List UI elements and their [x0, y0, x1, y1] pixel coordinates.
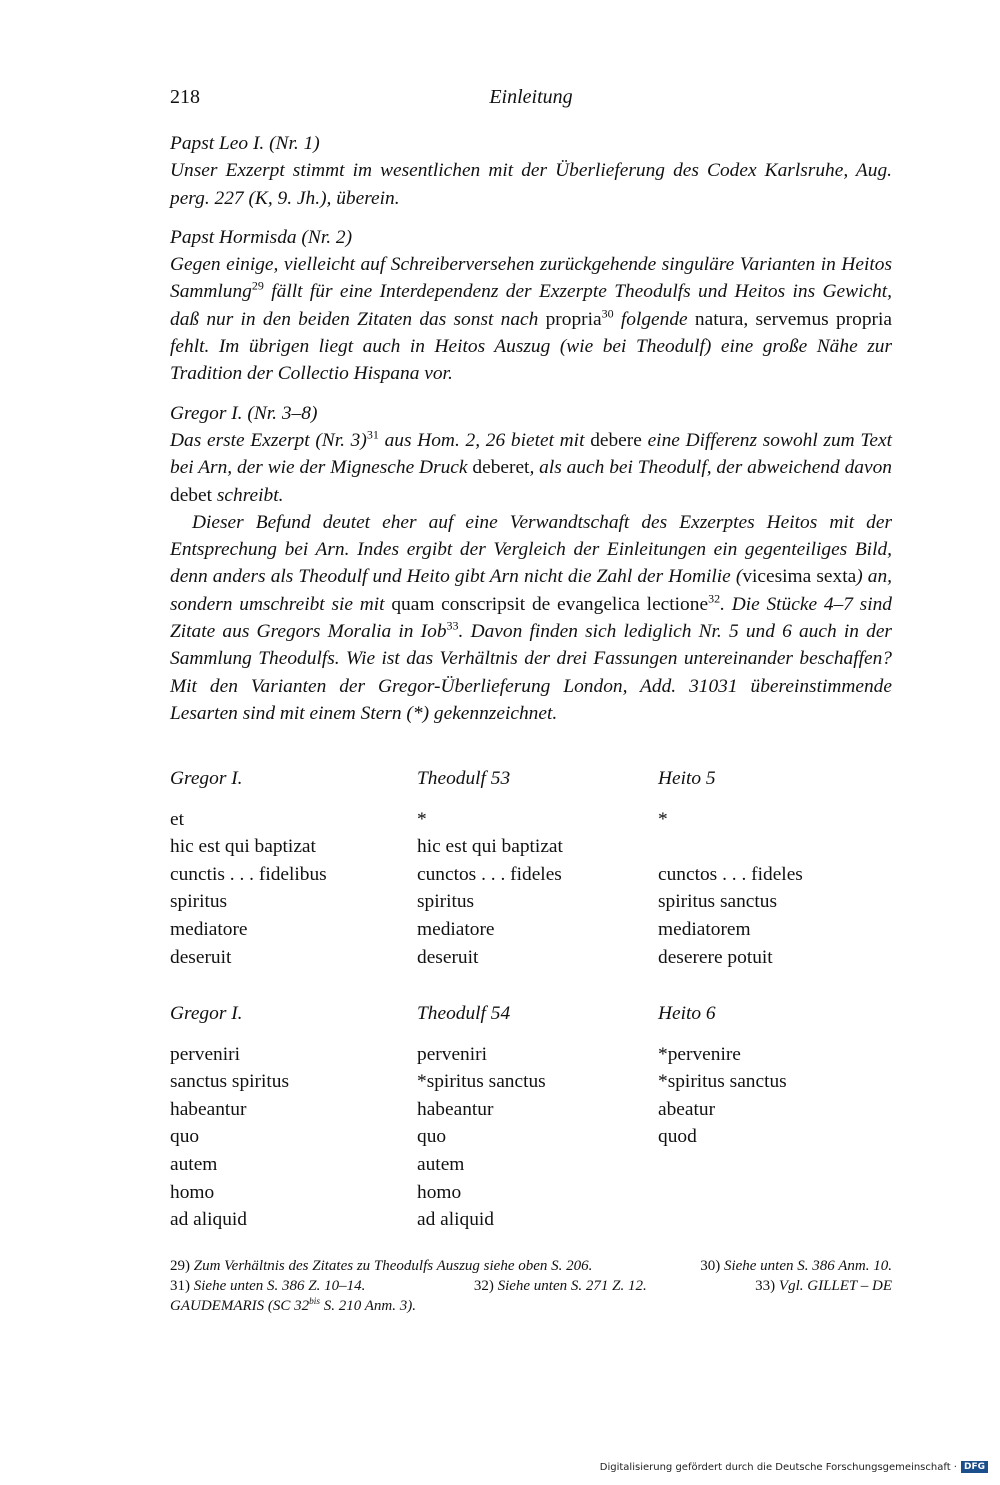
table-cell: deserere potuit [658, 946, 773, 968]
table-cell: * [417, 808, 427, 830]
section-title-hormisda: Papst Hormisda (Nr. 2) [170, 226, 353, 248]
table-header [170, 765, 892, 793]
footnote-30: 30) Siehe unten S. 386 Anm. 10. [700, 1258, 892, 1274]
footnote-33-cont: GAUDEMARIS (SC $32^{bis}$ S. 210 Anm. 3). [170, 1297, 416, 1314]
table-cell: quo [417, 1126, 447, 1148]
funding-text: Digitalisierung gefördert durch die Deutsche Forschungsgemeinschaft · [599, 1461, 957, 1473]
column-header: Heito 6 [658, 1003, 716, 1024]
column-header: Theodulf 54 [417, 1003, 511, 1024]
table-row [170, 833, 892, 861]
table-cell [658, 1179, 892, 1207]
footnote-33: 33) Vgl. GILLET – DE [755, 1278, 892, 1294]
footnote-line [170, 1256, 892, 1276]
table-cell: cunctos . . . fideles [658, 863, 803, 885]
table-cell: autem [170, 1153, 218, 1175]
footnotes [170, 1256, 892, 1316]
table-cell: homo [170, 1181, 215, 1203]
footnote-ref: 31 [366, 427, 379, 442]
footnote-29: 29) Zum Verhältnis des Zitates zu Theodulfs Auszug siehe oben S. 206. [170, 1258, 593, 1274]
table-row [170, 806, 892, 834]
footnote-31: 31) Siehe unten S. 386 Z. 10–14. [170, 1278, 366, 1294]
table-cell: perveniri [170, 1043, 240, 1065]
latin-word: quam conscripsit de evangelica lectione [391, 593, 709, 615]
footnote-ref: 30 [601, 306, 614, 321]
dfg-logo-icon: DFG [961, 1461, 988, 1473]
table-cell: habeantur [417, 1098, 494, 1120]
table-header [170, 1000, 892, 1028]
column-header: Gregor I. [170, 1003, 243, 1024]
table-cell: sanctus spiritus [170, 1071, 290, 1093]
table-cell [658, 1151, 892, 1179]
latin-word: natura, servemus propria [694, 308, 892, 330]
table-row [170, 1041, 892, 1069]
table-cell: quo [170, 1126, 200, 1148]
table-row [170, 1206, 892, 1234]
section-text-leo: Unser Exzerpt stimmt im wesentlichen mit der Überlieferung des Codex Karlsruhe, Aug. perg. 227 (K, 9. Jh.), überein. [170, 160, 892, 209]
column-header: Gregor I. [170, 768, 243, 789]
table-cell: *spiritus sanctus [417, 1071, 546, 1093]
latin-word: debet [170, 484, 212, 506]
table-cell: et [170, 808, 184, 830]
table-row [170, 1068, 892, 1096]
table-row [170, 1179, 892, 1207]
table-cell: cunctis . . . fidelibus [170, 863, 327, 885]
table-cell: *pervenire [658, 1043, 741, 1065]
table-cell: * [658, 808, 668, 830]
section-text-gregor-2: Dieser Befund deutet eher auf eine Verwandtschaft des Exzerptes Heitos mit der Entsprechung bei Arn. Indes ergibt der Vergleich der Einleitungen ein gegenteiliges Bild, denn anders als Theodulf und Heito gibt Arn nicht die Zahl der Homilie (vicesima sexta) an, sondern umschreibt sie mit quam conscripsit de evangelica lectione$^{32}$. Die Stücke 4–7 sind Zitate aus Gregors Moralia in Iob$^{33}$. Davon finden sich lediglich Nr. 5 und 6 auch in der Sammlung Theodulfs. Wie ist das Verhältnis der drei Fassungen untereinander beschaffen? Mit den Varianten der Gregor-Überlieferung London, Add. 31031 übereinstimmende Lesarten sind mit einem Stern (*) gekennzeichnet. [170, 511, 893, 724]
table-cell: spiritus sanctus [658, 891, 778, 913]
table-cell: *spiritus sanctus [658, 1071, 787, 1093]
section-text-gregor: Das erste Exzerpt (Nr. 3)$^{31}$ aus Hom. 2, 26 bietet mit debere eine Differenz sowohl zum Text bei Arn, der wie der Mignesche Druck deberet, als auch bei Theodulf, der abweichend davon debet schreibt. [170, 427, 893, 506]
latin-word: debere [590, 429, 642, 451]
table-cell: ad aliquid [417, 1209, 495, 1231]
footnote-ref: 33 [446, 618, 459, 633]
variant-table-2 [170, 1000, 892, 1234]
table-cell: perveniri [417, 1043, 487, 1065]
table-cell: mediatore [417, 918, 495, 940]
footnote-line [170, 1296, 892, 1316]
column-header: Heito 5 [658, 768, 716, 789]
table-row [170, 1151, 892, 1179]
table-cell: mediatore [170, 918, 248, 940]
table-cell: mediatorem [658, 918, 751, 940]
table-cell: hic est qui baptizat [417, 836, 563, 858]
table-cell: ad aliquid [170, 1209, 248, 1231]
table-cell: spiritus [417, 891, 475, 913]
table-cell [658, 833, 892, 861]
table-cell: deseruit [417, 946, 479, 968]
footnote-line [170, 1276, 892, 1296]
body-text [170, 130, 892, 727]
running-title: Einleitung [489, 86, 573, 108]
table-row [170, 916, 892, 944]
page-number: 218 [170, 86, 200, 108]
table-cell: hic est qui baptizat [170, 836, 316, 858]
variant-table-1 [170, 765, 892, 971]
table-row [170, 1123, 892, 1151]
funding-note [600, 1461, 988, 1473]
table-cell [658, 1206, 892, 1234]
section-title-leo: Papst Leo I. (Nr. 1) [170, 133, 320, 154]
table-cell: autem [417, 1153, 465, 1175]
latin-word: vicesima sexta [742, 566, 857, 588]
table-cell: deseruit [170, 946, 232, 968]
section-text-hormisda: Gegen einige, vielleicht auf Schreiberversehen zurückgehende singuläre Varianten in Heitos Sammlung$^{29}$ fällt für eine Interdependenz der Exzerpte Theodulfs und Heitos ins Gewicht, daß nur in den beiden Zitaten das sonst nach propria$^{30}$ folgende natura, servemus propria fehlt. Im übrigen liegt auch in Heitos Auszug (wie bei Theodulf) eine große Nähe zur Tradition der Collectio Hispana vor. [170, 254, 892, 385]
footnote-ref: 29 [251, 279, 264, 294]
table-row [170, 944, 892, 972]
table-row [170, 861, 892, 889]
footnote-ref: 32 [708, 591, 721, 606]
column-header: Theodulf 53 [417, 768, 511, 789]
latin-word: deberet [472, 457, 530, 479]
table-row [170, 1096, 892, 1124]
latin-word: propria [545, 308, 602, 330]
running-head [170, 86, 892, 116]
table-row [170, 888, 892, 916]
section-title-gregor: Gregor I. (Nr. 3–8) [170, 402, 318, 424]
table-cell: homo [417, 1181, 462, 1203]
table-cell: habeantur [170, 1098, 247, 1120]
table-cell: cunctos . . . fideles [417, 863, 562, 885]
table-cell: abeatur [658, 1098, 716, 1120]
table-cell: quod [658, 1126, 697, 1148]
footnote-32: 32) Siehe unten S. 271 Z. 12. [473, 1278, 647, 1294]
table-cell: spiritus [170, 891, 228, 913]
